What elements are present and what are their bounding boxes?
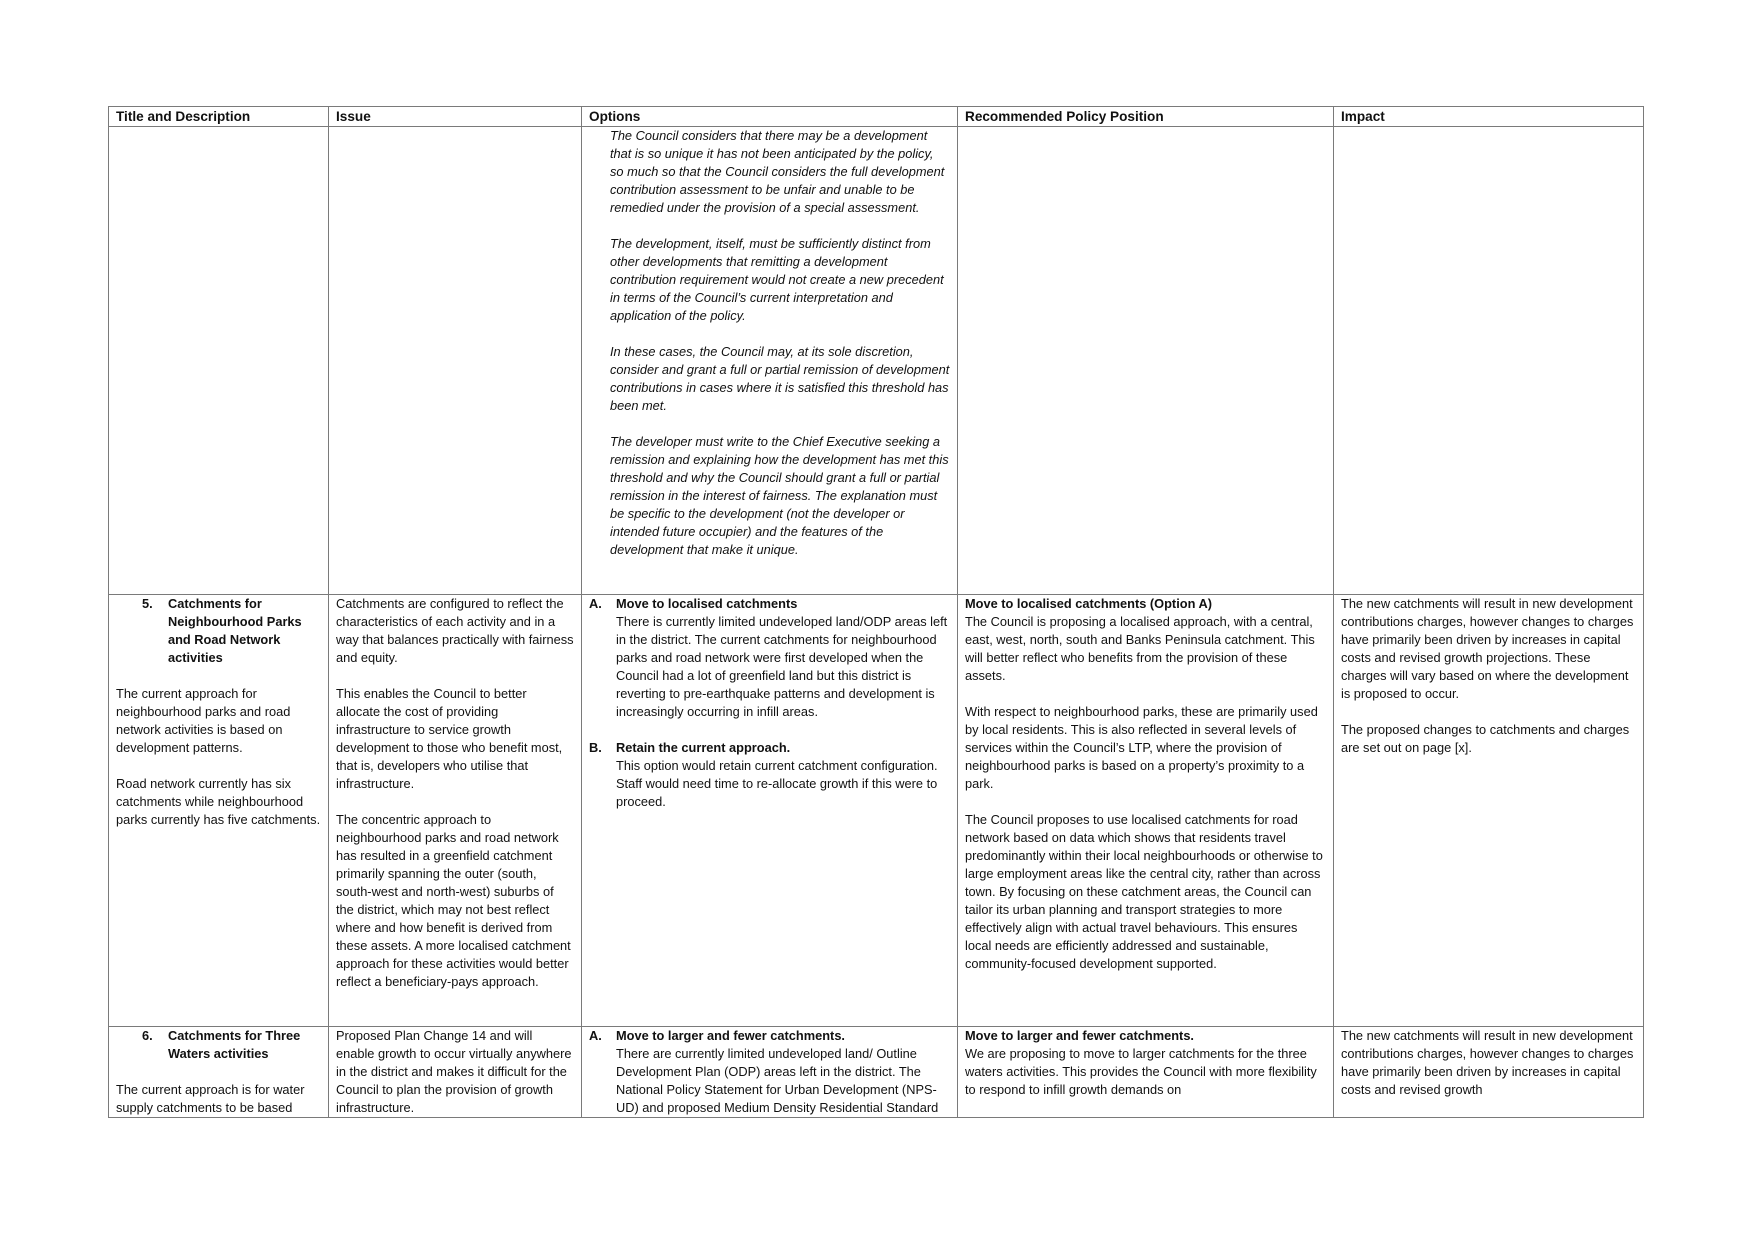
- header-recommended: Recommended Policy Position: [958, 107, 1334, 127]
- cell-options-6: [582, 1027, 958, 1118]
- impact-paragraph: The proposed changes to catchments and charges are set out on page [x].: [1341, 722, 1630, 755]
- row-title-text: Catchments for Neighbourhood Parks and Road Network activities: [168, 596, 302, 665]
- recommended-heading: Move to localised catchments (Option A): [965, 596, 1212, 611]
- table-row-6: [109, 1027, 1644, 1118]
- cell-title-5: [109, 595, 329, 1027]
- row-title-text: Catchments for Three Waters activities: [168, 1028, 301, 1061]
- cell-impact-5: [1334, 595, 1644, 1027]
- options-paragraph: The development, itself, must be sufficiently distinct from other developments that remitting a development contribution requirement would not create a new precedent in terms of the Council’s current interpretation and application of the policy.: [610, 236, 944, 323]
- cell-impact-6: [1334, 1027, 1644, 1118]
- cell-issue-6: [329, 1027, 582, 1118]
- option-heading: Move to larger and fewer catchments.: [616, 1028, 845, 1043]
- options-paragraph: In these cases, the Council may, at its sole discretion, consider and grant a full or partial remission of development contributions in cases where it is satisfied this threshold has been met.: [610, 344, 950, 413]
- option-text: There are currently limited undeveloped land/ Outline Development Plan (ODP) areas left in the district. The National Policy Statement for Urban Development (NPS-UD) and proposed Medium Density Residential Standard: [616, 1046, 939, 1115]
- cell-recommended-empty: [958, 127, 1334, 595]
- issue-paragraph: This enables the Council to better allocate the cost of providing infrastructure to service growth development to those who benefit most, that is, developers who utilise that infrastructure.: [336, 686, 563, 791]
- row-number: 6.: [142, 1028, 153, 1043]
- option-heading: Retain the current approach.: [616, 740, 791, 755]
- impact-paragraph: The new catchments will result in new development contributions charges, however changes to charges have primarily been driven by increases in capital costs and revised growth: [1341, 1028, 1634, 1097]
- options-paragraph: The Council considers that there may be a development that is so unique it has not been anticipated by the policy, so much so that the Council considers the full development contribution assessment to be unfair and unable to be remedied under the provision of a special assessment.: [610, 128, 945, 215]
- options-paragraph: The developer must write to the Chief Executive seeking a remission and explaining how the development has met this threshold and why the Council should grant a full or partial remission in the interest of fairness. The explanation must be specific to the development (not the developer or intended future occupier) and the features of the development that make it unique.: [610, 434, 949, 557]
- option-letter: A.: [589, 596, 602, 611]
- description-paragraph: Road network currently has six catchments while neighbourhood parks currently has five catchments.: [116, 776, 321, 827]
- row-title: [116, 1027, 321, 1063]
- issue-paragraph: The concentric approach to neighbourhood parks and road network has resulted in a greenfield catchment primarily spanning the outer (south, south-west and north-west) suburbs of the district, which may not best reflect where and how benefit is derived from these assets. A more localised catchment approach for these activities would better reflect a beneficiary-pays approach.: [336, 812, 571, 989]
- cell-title-6: [109, 1027, 329, 1118]
- option-letter: A.: [589, 1028, 602, 1043]
- recommended-paragraph: With respect to neighbourhood parks, these are primarily used by local residents. This is also reflected in several levels of services within the Council’s LTP, where the provision of neighbourhood parks is based on a property’s proximity to a park.: [965, 704, 1318, 791]
- recommended-heading: Move to larger and fewer catchments.: [965, 1028, 1194, 1043]
- cell-issue-5: [329, 595, 582, 1027]
- option-letter: B.: [589, 740, 602, 755]
- recommended-paragraph: The Council proposes to use localised catchments for road network based on data which shows that residents travel predominantly within their local neighbourhoods or otherwise to large employment areas like the central city, rather than across town. By focusing on these catchment areas, the Council can tailor its urban planning and transport strategies to more effectively align with actual travel behaviours. This ensures local needs are efficiently addressed and sustainable, community-focused development supported.: [965, 812, 1323, 971]
- option-a: [589, 595, 950, 721]
- option-heading: Move to localised catchments: [616, 596, 798, 611]
- option-text: This option would retain current catchment configuration. Staff would need time to re-allocate growth if this were to proceed.: [616, 758, 938, 809]
- cell-impact-empty: [1334, 127, 1644, 595]
- cell-issue-empty: [329, 127, 582, 595]
- impact-paragraph: The new catchments will result in new development contributions charges, however changes to charges have primarily been driven by increases in capital costs and revised growth projections. These charges will vary based on where the development is proposed to occur.: [1341, 596, 1634, 701]
- description-paragraph: The current approach for neighbourhood parks and road network activities is based on development patterns.: [116, 686, 291, 755]
- cell-options-continuation: [582, 127, 958, 595]
- option-b: [589, 739, 950, 811]
- cell-options-5: [582, 595, 958, 1027]
- description-paragraph: The current approach is for water supply catchments to be based: [116, 1082, 305, 1115]
- issue-paragraph: Proposed Plan Change 14 and will enable growth to occur virtually anywhere in the district and makes it difficult for the Council to plan the provision of growth infrastructure.: [336, 1028, 572, 1115]
- cell-recommended-6: [958, 1027, 1334, 1118]
- table-row-5: [109, 595, 1644, 1027]
- recommended-paragraph: The Council is proposing a localised approach, with a central, east, west, north, south and Banks Peninsula catchment. This will better reflect who benefits from the provision of these assets.: [965, 614, 1315, 683]
- policy-table: [108, 106, 1644, 1118]
- header-options: Options: [582, 107, 958, 127]
- row-title: [116, 595, 321, 667]
- cell-title-empty: [109, 127, 329, 595]
- row-number: 5.: [142, 596, 153, 611]
- option-text: There is currently limited undeveloped land/ODP areas left in the district. The current catchments for neighbourhood parks and road network were first developed when the Council had a lot of greenfield land but this district is reverting to pre-earthquake patterns and development is increasingly occurring in infill areas.: [616, 614, 948, 719]
- header-impact: Impact: [1334, 107, 1644, 127]
- header-title-description: Title and Description: [109, 107, 329, 127]
- recommended-paragraph: We are proposing to move to larger catchments for the three waters activities. This provides the Council with more flexibility to respond to infill growth demands on: [965, 1046, 1317, 1097]
- table-row-continuation: [109, 127, 1644, 595]
- header-issue: Issue: [329, 107, 582, 127]
- option-a: [589, 1027, 950, 1117]
- header-row: [109, 107, 1644, 127]
- issue-paragraph: Catchments are configured to reflect the characteristics of each activity and in a way that balances practically with fairness and equity.: [336, 596, 574, 665]
- cell-recommended-5: [958, 595, 1334, 1027]
